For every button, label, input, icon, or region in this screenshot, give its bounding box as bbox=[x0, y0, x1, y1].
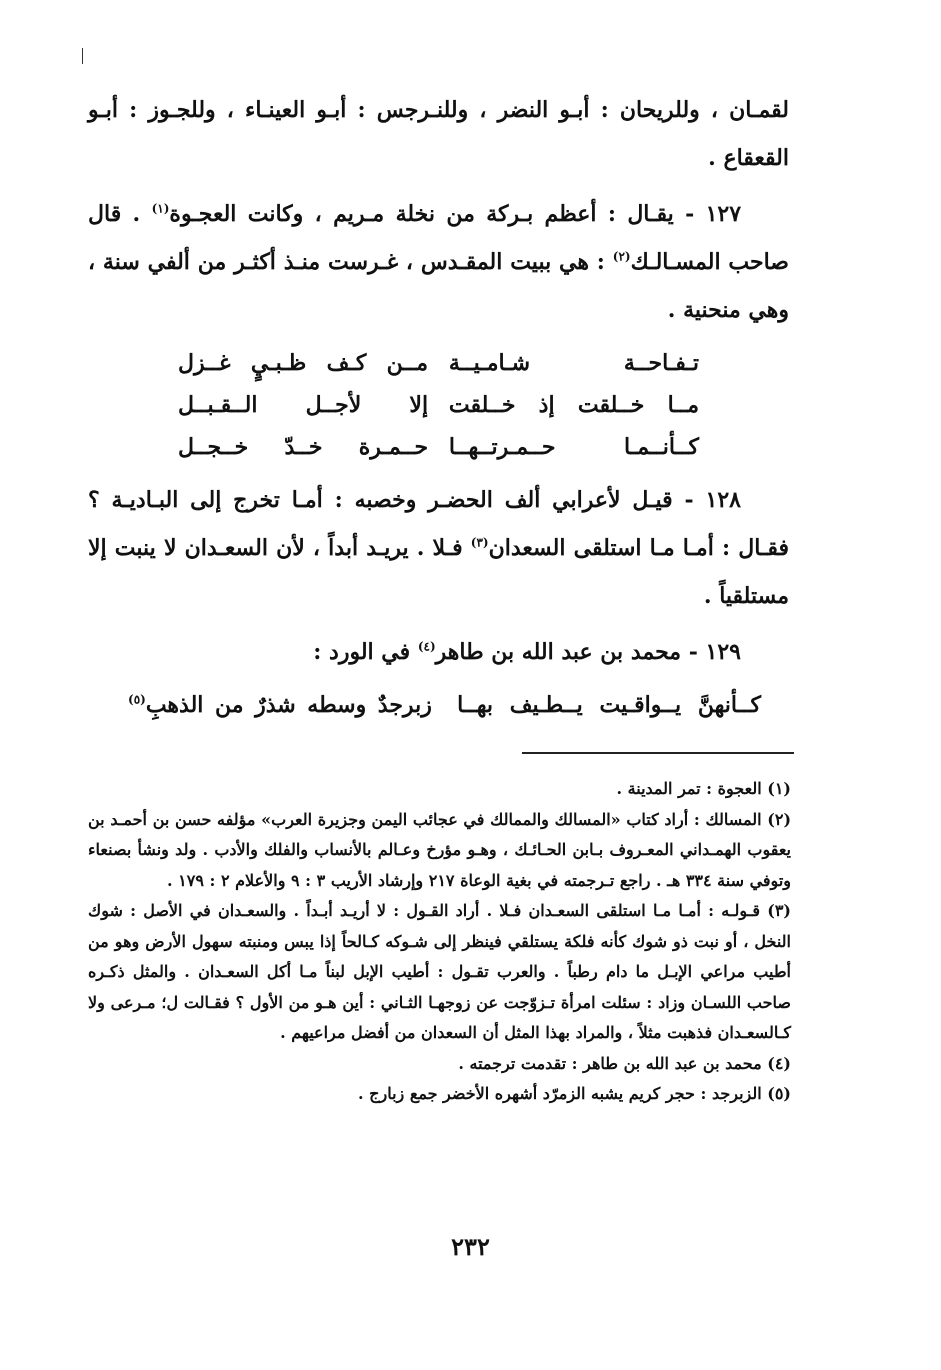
footnote-ref-1[interactable]: (١) bbox=[151, 201, 170, 216]
page-number: ٢٣٢ bbox=[451, 1232, 490, 1261]
footnote-2 bbox=[88, 805, 791, 897]
paragraph-127 bbox=[88, 190, 789, 334]
paragraph-text: - يقـال : أعظم بـركة من نخلة مـريم ، وكانت العجـوة bbox=[169, 201, 706, 227]
verse-right-hemistich: مــا خــلقت إذ خــلقت bbox=[448, 392, 699, 418]
paragraph-text: . قال صاحب المسـالـك bbox=[88, 201, 789, 275]
footnote-ref-2[interactable]: (٢) bbox=[612, 249, 631, 264]
verse-line bbox=[178, 342, 699, 384]
poem-2 bbox=[88, 684, 789, 726]
paragraph-text: فـلا . يريـد أبداً ، لأن السعـدان لا ينبت إلا مستلقياً . bbox=[88, 535, 789, 609]
footnote-text: المسالك : أراد كتاب «المسالك والممالك في عجائب اليمن وجزيرة العرب» مؤلفه حسن بن أحمـد بن يعقوب الهمـداني المعـروف بـابن الحـائـك ، وهـو مؤرخ وعـالم بالأنساب والفلك والأدب . ولد ونشأ بصنعاء وتوفي سنة ٣٣٤ هـ . راجع تـرجمته في بغية الوعاة ٢١٧ وإرشاد الأريب ٣ : ٩ والأعلام ٢ : ١٧٩ . bbox=[88, 809, 791, 890]
footnote-ref-4[interactable]: (٤) bbox=[417, 639, 436, 654]
paragraph-text: في الورد : bbox=[313, 639, 418, 665]
footnote-text: الزبرجد : حجر كريم يشبه الزمرّد أشهره الأخضر جمع زبارج . bbox=[358, 1084, 762, 1103]
footnote-number: (٢) bbox=[767, 809, 792, 829]
verse-line bbox=[178, 426, 699, 468]
footnote-5 bbox=[88, 1079, 791, 1110]
poem-1 bbox=[88, 342, 789, 468]
footnote-separator bbox=[522, 752, 794, 754]
footnote-ref-3[interactable]: (٣) bbox=[470, 535, 489, 550]
entry-number: ١٢٩ bbox=[705, 639, 741, 665]
verse-right-hemistich: تـفـاحــة شـامـيــة bbox=[448, 350, 699, 376]
footnote-text: محمد بن عبد الله بن طاهر : تقدمت ترجمته . bbox=[458, 1053, 762, 1073]
verse-text: زبرجدٌ وسطه شذرٌ من الذهبِ bbox=[145, 692, 432, 718]
footnote-number: (٤) bbox=[767, 1053, 791, 1073]
footnote-ref-5[interactable]: (٥) bbox=[128, 692, 146, 707]
verse-left-hemistich bbox=[128, 684, 432, 726]
paragraph-text: : هي ببيت المقـدس ، غـرست منـذ أكثـر من ألفي سنة ، وهي منحنية . bbox=[88, 249, 789, 323]
footnote-number: (٣) bbox=[767, 901, 791, 920]
footnote-1 bbox=[88, 774, 791, 805]
verse-right-hemistich: كــأنــمـا حــمـرتــهــا bbox=[448, 434, 699, 460]
verse-line bbox=[178, 384, 699, 426]
verse-right-hemistich: كــأنهنَّ يــواقـيت يــطـيف بهــا bbox=[457, 692, 761, 718]
margin-mark bbox=[82, 48, 83, 64]
entry-number: ١٢٨ bbox=[705, 487, 741, 513]
paragraph-129 bbox=[88, 628, 789, 676]
paragraph-continuation bbox=[88, 86, 789, 182]
paragraph-text: - محمد بن عبد الله بن طاهر bbox=[435, 639, 706, 665]
verse-line bbox=[128, 684, 761, 726]
verse-left-hemistich: إلا لأجــل الــقـبــل bbox=[178, 392, 429, 418]
paragraph-128 bbox=[88, 476, 789, 620]
footnote-number: (٥) bbox=[767, 1084, 791, 1103]
footnote-text: قـولـه : أمـا مـا استلقى السعـدان فـلا . أراد القـول : لا أريـد أبـداً . والسعـدان في الأصل : شوك النخل ، أو نبت ذو شوك كأنه فلكة يستلقي فينظر إلى شـوكه كـالحاً إذا يبس ومنبته سهول الأرض وهو من أطيب مراعي الإبـل ما دام رطباً . والعرب تقـول : أطيب الإبل لبناً مـا أكل السعـدان . والمثل ذكـره صاحب اللسـان وزاد : سئلت امرأة تـزوّجت عن زوجهـا الثـاني : أين هـو من الأول ؟ فقـالت ل؛ مـرعى ولا كـالسعـدان فذهبت مثلاً ، والمراد بهذا المثل أن السعدان من أفضل مراعيهم . bbox=[88, 901, 792, 1042]
main-text bbox=[88, 86, 789, 734]
verse-left-hemistich: مــن كـف ظـبـيٍ غــزل bbox=[178, 350, 429, 376]
entry-number: ١٢٧ bbox=[705, 201, 742, 227]
footnotes bbox=[88, 774, 791, 1110]
verse-left-hemistich: حــمـرة خــدّ خــجــل bbox=[178, 434, 429, 460]
paragraph-text: لقمـان ، وللريحان : أبـو النضر ، وللنـرجس : أبـو العينـاء ، وللجـوز : أبـو القعقاع . bbox=[88, 97, 789, 171]
footnote-number: (١) bbox=[767, 779, 791, 798]
footnote-text: العجوة : تمر المدينة . bbox=[616, 779, 762, 798]
paragraph-text: - قيـل لأعرابي ألف الحضـر وخصبه : أمـا تخرج إلى البـاديـة ؟ فقـال : أمـا مـا استلقى السعدان bbox=[88, 487, 789, 561]
footnote-3 bbox=[88, 896, 791, 1049]
footnote-4 bbox=[88, 1049, 791, 1080]
